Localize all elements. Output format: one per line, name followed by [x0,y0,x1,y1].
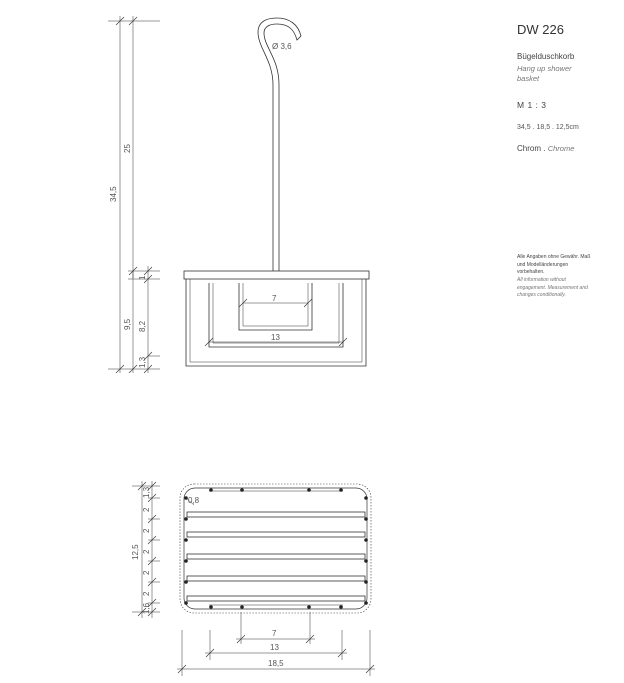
dim-hook-diameter: Ø 3,6 [272,42,292,51]
scale-label: M 1 : 3 [517,100,547,110]
dim-top-rim: 1 [138,275,147,280]
dim-segment-bottom: 1,6 [142,602,151,614]
dim-height-hook: 25 [123,144,132,153]
dim-width-mid: 13 [270,643,279,652]
finish-de: Chrom . [517,144,546,153]
dim-inner-width: 7 [272,294,277,303]
rivet-dots [184,488,368,609]
dim-height-total: 34,5 [109,186,118,202]
basket-outline [184,488,367,609]
basket-outline-dotted [180,484,371,613]
finish-en: Chrome [547,144,575,153]
hook-rod [258,18,301,271]
dim-height-inner: 8,2 [138,320,147,332]
product-name-de: Bügelduschkorb [517,52,575,61]
dim-segment-3: 2 [142,549,151,554]
basket-bars [187,512,365,601]
dim-segment-4: 2 [142,570,151,575]
dim-corner-small: 0,8 [188,496,200,505]
dim-segment-5: 2 [142,591,151,596]
dim-bottom-gap: 1,3 [138,356,147,368]
top-view [132,481,375,676]
product-code: DW 226 [517,22,564,37]
disclaimer-de: Alle Angaben ohne Gewähr. Maß und Modelländerungen vorbehalten. [517,254,591,275]
dim-height-basket: 9,5 [123,318,132,330]
front-view [108,16,369,373]
dim-depth-total: 12,5 [131,544,140,560]
dim-segment-top: 1,3 [142,486,151,498]
inner-box [239,283,312,330]
dim-segment-1: 2 [142,507,151,512]
dim-segment-2: 2 [142,528,151,533]
dim-width-inner: 7 [272,629,277,638]
product-finish [517,144,574,153]
dim-tray-width: 13 [271,333,280,342]
product-dimensions: 34,5 . 18,5 . 12,5cm [517,124,579,131]
basket-top-rim [184,271,369,279]
product-name-en: Hang up shower basket [517,64,572,83]
disclaimer-en: All information without engagement. Measurement and changes conditionally. [517,277,588,298]
dim-width-total: 18,5 [268,659,284,668]
